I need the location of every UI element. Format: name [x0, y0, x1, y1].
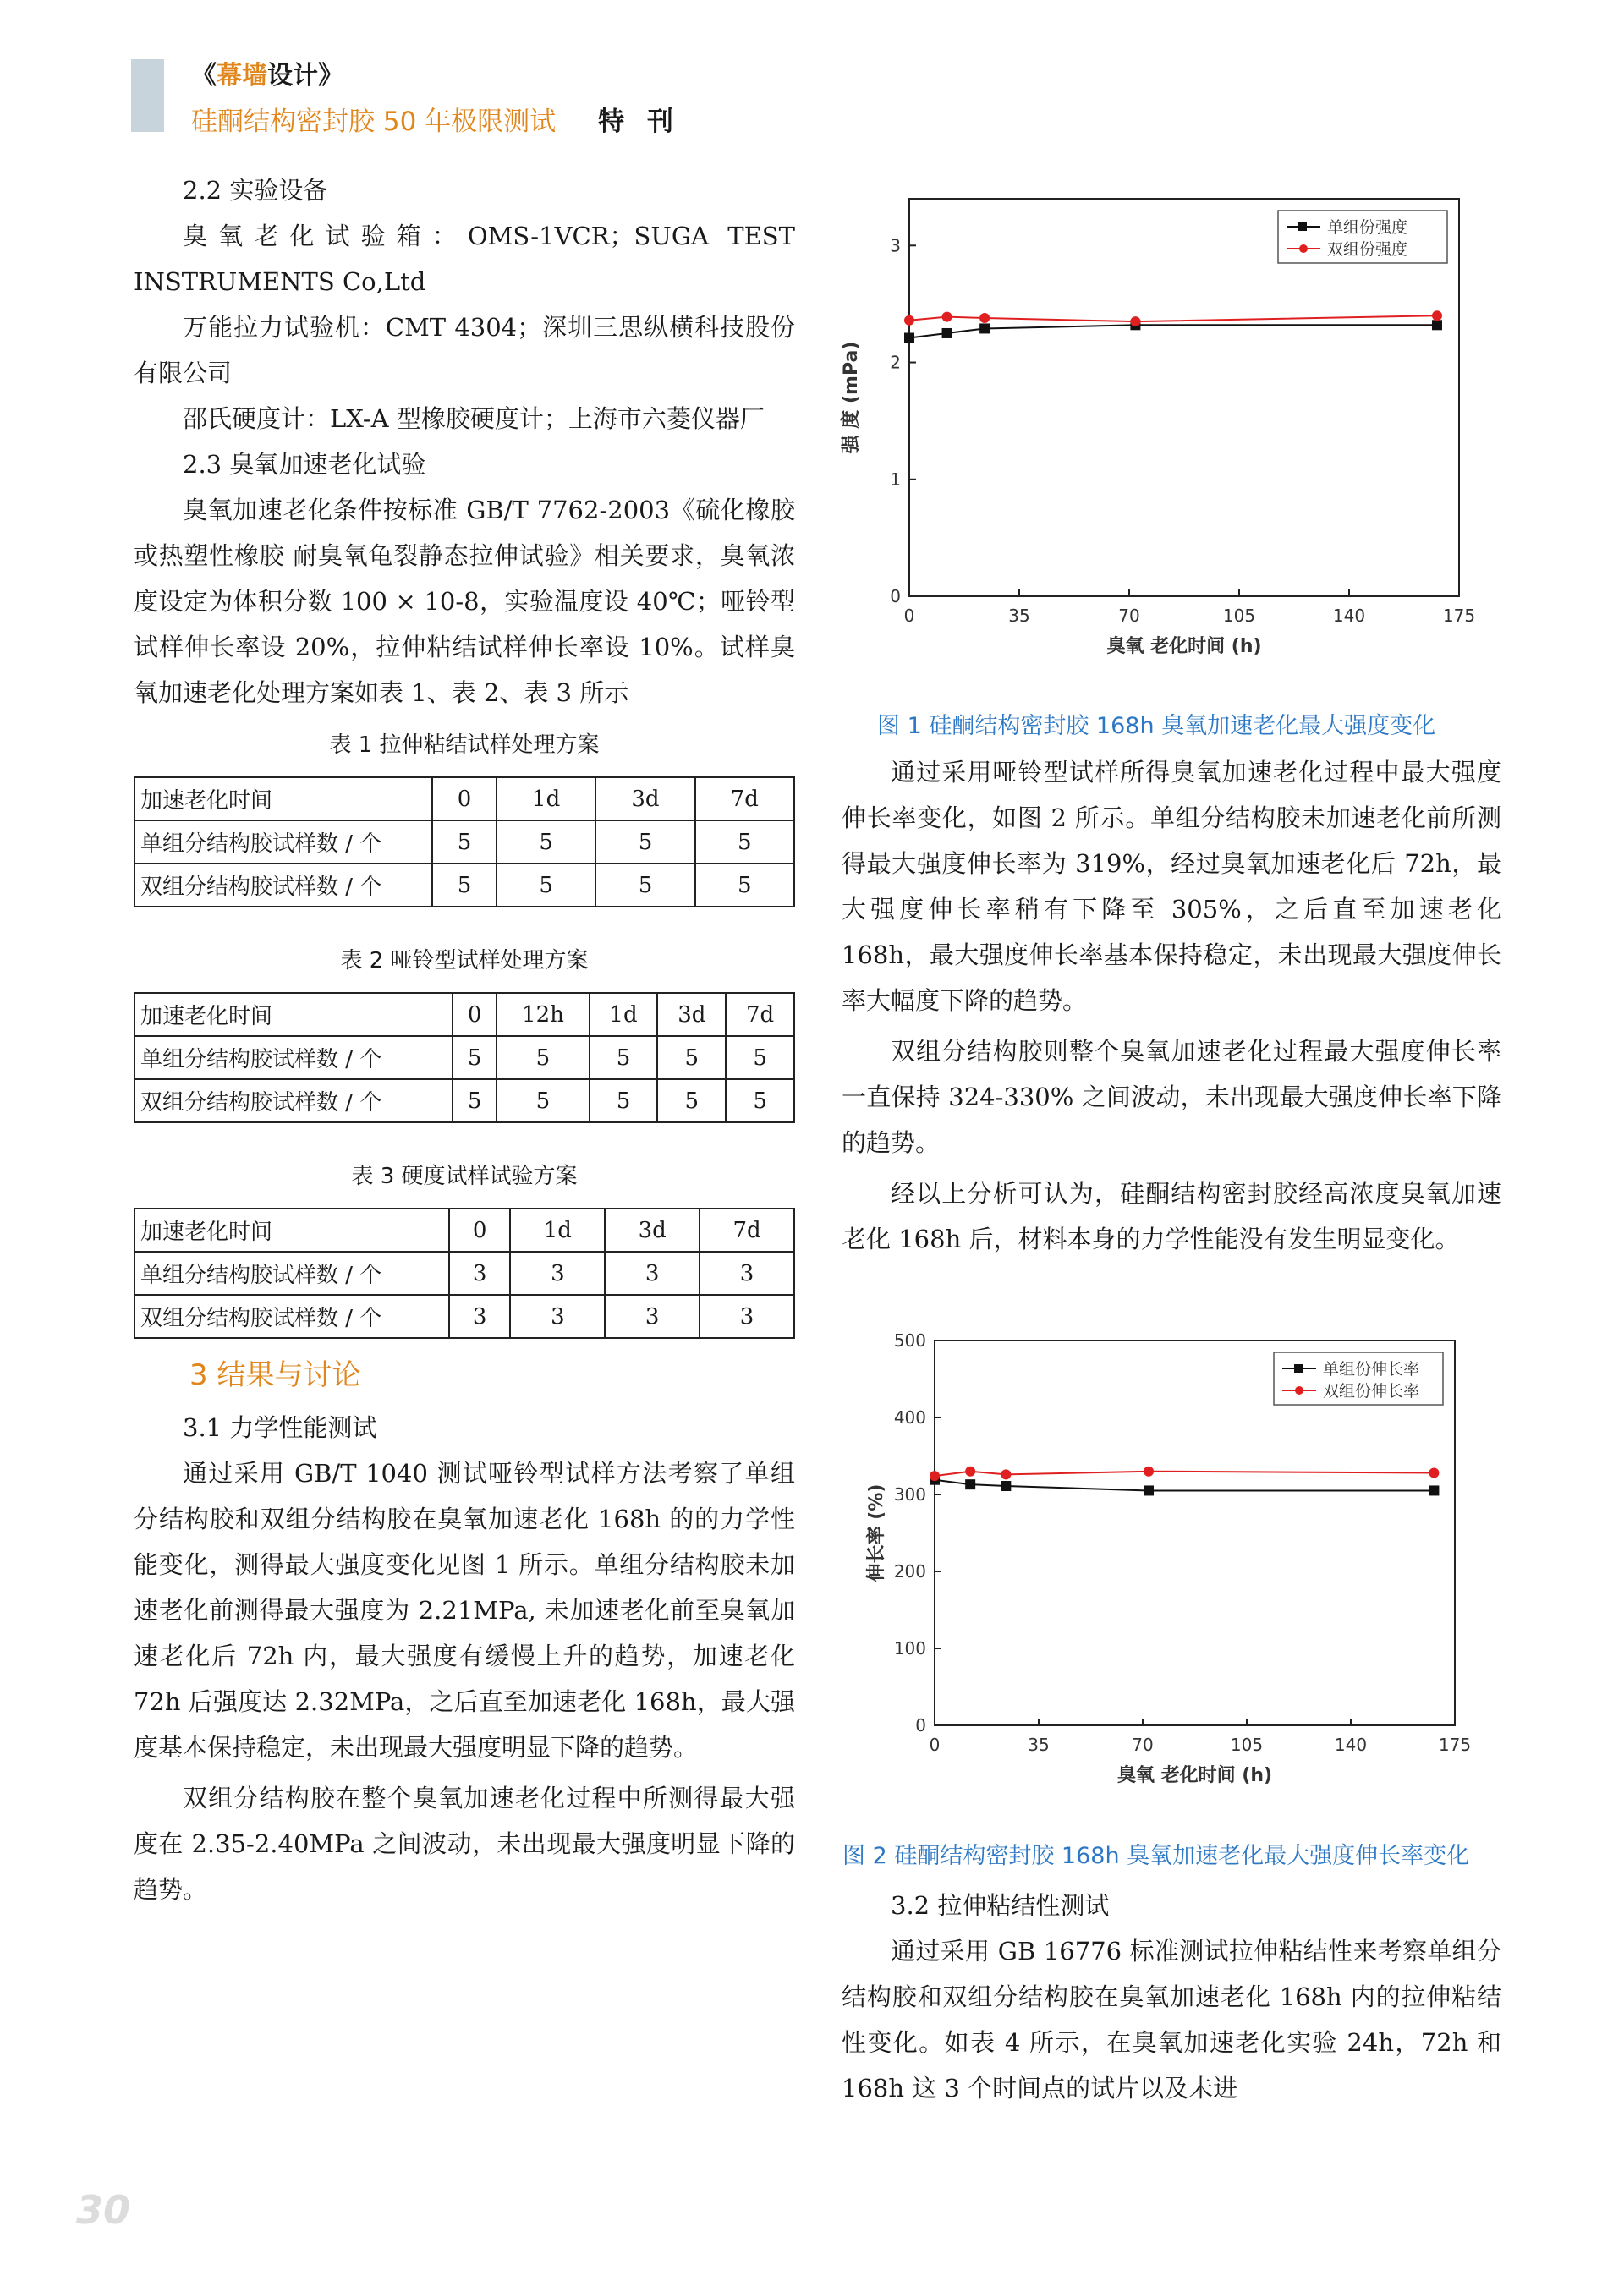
table-3: [134, 1208, 795, 1339]
legend-label: 单组份伸长率: [1323, 1360, 1420, 1379]
x-tick-label: 35: [1008, 606, 1030, 626]
table-cell: 1d: [590, 993, 658, 1036]
table-cell: 加速老化时间: [134, 1209, 449, 1252]
table-cell: 5: [497, 1079, 589, 1122]
legend-marker: [1298, 222, 1307, 231]
table-cell: 加速老化时间: [134, 777, 432, 820]
table-2: [134, 992, 795, 1123]
table-cell: 双组分结构胶试样数 / 个: [134, 864, 432, 907]
table-cell: 7d: [695, 777, 794, 820]
journal-brand: 幕墙: [217, 61, 267, 90]
table-cell: 5: [657, 1036, 726, 1079]
table-cell: 0: [453, 993, 497, 1036]
table-cell: 5: [432, 820, 497, 864]
table-cell: 5: [453, 1036, 497, 1079]
table-row: [134, 777, 794, 820]
y-tick-label: 100: [893, 1638, 926, 1659]
data-point-series-2: [965, 1467, 975, 1477]
y-axis-label: 伸长率 (%): [866, 1483, 887, 1582]
table-cell: 0: [432, 777, 497, 820]
table-cell: 3: [700, 1252, 794, 1295]
table-row: [134, 1209, 794, 1252]
table-cell: 双组分结构胶试样数 / 个: [134, 1079, 453, 1122]
y-axis-label: 强 度 (mPa): [841, 341, 862, 454]
data-point-series-1: [965, 1479, 975, 1489]
table-cell: 5: [595, 820, 694, 864]
legend-label: 双组份伸长率: [1323, 1382, 1420, 1401]
legend-marker: [1299, 244, 1308, 253]
table-1-caption: 表 1 拉伸粘结试样处理方案: [329, 732, 600, 758]
y-tick-label: 0: [915, 1715, 926, 1735]
table-cell: 单组分结构胶试样数 / 个: [134, 1036, 453, 1079]
table-row: [134, 993, 794, 1036]
data-point-series-2: [979, 313, 990, 323]
figure-1-strength-chart: [837, 182, 1480, 689]
table-cell: 1d: [510, 1209, 605, 1252]
table-row: [134, 864, 794, 907]
journal-rest: 设计》: [267, 61, 343, 90]
paragraph-strength-single: 通过采用 GB/T 1040 测试哑铃型试样方法考察了单组分结构胶和双组分结构胶在臭氧加速老化 168h 的的力学性能变化，测得最大强度变化见图 1 所示。单组分结构胶未加速老化前测得最大强度为 2.21MPa, 未加速老化前至臭氧加速老化后 72h 内，最大强度有缓慢上升的趋势，加速老化 72h 后强度达 2.32MPa，之后直至加速老化 168h，最大强度基本保持稳定，未出现最大强度明显下降的趋势。: [134, 1459, 795, 1762]
journal-title: [191, 54, 343, 91]
figure-1-caption: 图 1 硅酮结构密封胶 168h 臭氧加速老化最大强度变化: [877, 713, 1436, 739]
table-row: [134, 1079, 794, 1122]
y-tick-label: 0: [890, 586, 901, 606]
journal-open: 《: [191, 61, 217, 90]
table-cell: 0: [449, 1209, 510, 1252]
table-cell: 7d: [700, 1209, 794, 1252]
table-cell: 5: [590, 1079, 658, 1122]
y-tick-label: 1: [890, 469, 901, 490]
x-tick-label: 35: [1028, 1735, 1050, 1755]
table-cell: 加速老化时间: [134, 993, 453, 1036]
right-column-bottom: [842, 1883, 1501, 2111]
data-point-series-2: [1001, 1469, 1011, 1479]
x-tick-label: 0: [929, 1735, 941, 1755]
table-cell: 12h: [497, 993, 589, 1036]
legend-marker: [1294, 1364, 1303, 1373]
data-point-series-2: [1144, 1467, 1154, 1477]
figure-2-elongation-chart: [837, 1319, 1480, 1793]
data-point-series-2: [1432, 310, 1442, 321]
table-cell: 5: [726, 1036, 794, 1079]
data-point-series-1: [1429, 1485, 1439, 1495]
table-cell: 双组分结构胶试样数 / 个: [134, 1295, 449, 1338]
x-tick-label: 175: [1438, 1735, 1472, 1755]
table-cell: 5: [432, 864, 497, 907]
x-tick-label: 70: [1118, 606, 1140, 626]
x-tick-label: 140: [1332, 606, 1366, 626]
legend-marker: [1295, 1386, 1303, 1395]
table-cell: 5: [497, 864, 595, 907]
paragraph-strength-double: 双组分结构胶在整个臭氧加速老化过程中所测得最大强度在 2.35-2.40MPa 之间波动，未出现最大强度明显下降的趋势。: [134, 1784, 795, 1904]
table-cell: 5: [595, 864, 694, 907]
table-cell: 3: [605, 1295, 700, 1338]
y-tick-label: 300: [893, 1484, 926, 1505]
section-3-2-heading: 3.2 拉伸粘结性测试: [891, 1891, 1110, 1920]
y-tick-label: 500: [893, 1330, 926, 1351]
special-issue-label: 特 刊: [598, 107, 680, 137]
table-cell: 3: [449, 1252, 510, 1295]
table-cell: 1d: [497, 777, 595, 820]
table-cell: 3: [510, 1295, 605, 1338]
table-cell: 5: [695, 820, 794, 864]
data-point-series-1: [1144, 1485, 1154, 1495]
x-axis-label: 臭氧 老化时间 (h): [1116, 1765, 1273, 1786]
section-3-heading: 3 结果与讨论: [189, 1358, 361, 1392]
right-column-top: [842, 749, 1501, 1262]
y-tick-label: 2: [890, 352, 901, 373]
table-row: [134, 1295, 794, 1338]
paragraph-hardness-tester: 邵氏硬度计：LX-A 型橡胶硬度计；上海市六菱仪器厂: [183, 404, 765, 433]
table-row: [134, 820, 794, 864]
x-axis-label: 臭氧 老化时间 (h): [1106, 636, 1262, 657]
paragraph-elongation-double: 双组分结构胶则整个臭氧加速老化过程最大强度伸长率一直保持 324-330% 之间波动，未出现最大强度伸长率下降的趋势。: [842, 1037, 1501, 1157]
figure-2-caption: 图 2 硅酮结构密封胶 168h 臭氧加速老化最大强度伸长率变化: [842, 1843, 1470, 1869]
table-cell: 5: [590, 1036, 658, 1079]
table-cell: 3: [449, 1295, 510, 1338]
table-cell: 5: [695, 864, 794, 907]
table-cell: 3: [700, 1295, 794, 1338]
paragraph-tensile-machine: 万能拉力试验机：CMT 4304；深圳三思纵横科技股份有限公司: [134, 313, 795, 387]
data-point-series-1: [942, 328, 952, 338]
legend-label: 单组份强度: [1327, 218, 1408, 237]
x-tick-label: 0: [903, 606, 915, 626]
table-cell: 5: [453, 1079, 497, 1122]
x-tick-label: 175: [1442, 606, 1476, 626]
table-1: [134, 776, 795, 907]
section-3-1-heading: 3.1 力学性能测试: [183, 1413, 377, 1442]
header-accent-bar: [131, 59, 164, 132]
data-point-series-1: [979, 323, 990, 333]
data-point-series-1: [1432, 320, 1442, 330]
data-point-series-1: [1001, 1481, 1011, 1491]
table-cell: 3d: [605, 1209, 700, 1252]
table-2-caption: 表 2 哑铃型试样处理方案: [340, 948, 589, 973]
table-cell: 7d: [726, 993, 794, 1036]
paragraph-adhesion: 通过采用 GB 16776 标准测试拉伸粘结性来考察单组分结构胶和双组分结构胶在臭氧加速老化 168h 内的拉伸粘结性变化。如表 4 所示，在臭氧加速老化实验 24h，72h 和 168h 这 3 个时间点的试片以及未进: [842, 1937, 1501, 2103]
data-point-series-2: [930, 1471, 940, 1481]
page-number: 30: [76, 2187, 131, 2233]
table-cell: 5: [497, 820, 595, 864]
table-cell: 5: [497, 1036, 589, 1079]
table-cell: 5: [657, 1079, 726, 1122]
table-3-caption: 表 3 硬度试样试验方案: [351, 1164, 578, 1189]
issue-subtitle: [191, 100, 680, 138]
table-cell: 3d: [595, 777, 694, 820]
paragraph-elongation-single: 通过采用哑铃型试样所得臭氧加速老化过程中最大强度伸长率变化，如图 2 所示。单组分结构胶未加速老化前所测得最大强度伸长率为 319%，经过臭氧加速老化后 72h，最大强度伸长率稍有下降至 305%，之后直至加速老化 168h，最大强度伸长率基本保持稳定，未出现最大强度伸长率大幅度下降的趋势。: [842, 758, 1501, 1015]
table-cell: 单组分结构胶试样数 / 个: [134, 820, 432, 864]
x-tick-label: 70: [1132, 1735, 1154, 1755]
data-point-series-2: [942, 312, 952, 322]
data-point-series-2: [1130, 316, 1140, 326]
paragraph-ozone-chamber: 臭氧老化试验箱：OMS-1VCR；SUGA TEST INSTRUMENTS Co,Ltd: [134, 222, 795, 296]
paragraph-aging-conditions: 臭氧加速老化条件按标准 GB/T 7762-2003《硫化橡胶或热塑性橡胶 耐臭氧龟裂静态拉伸试验》相关要求，臭氧浓度设定为体积分数 100 × 10-8，实验温度设 40℃；哑铃型试样伸长率设 20%，拉伸粘结试样伸长率设 10%。试样臭氧加速老化处理方案如表 1、表 2、表 3 所示: [134, 496, 795, 707]
x-tick-label: 140: [1334, 1735, 1368, 1755]
left-column: [134, 167, 795, 1912]
table-row: [134, 1036, 794, 1079]
section-2-3-heading: 2.3 臭氧加速老化试验: [183, 450, 426, 479]
data-point-series-2: [1429, 1468, 1439, 1478]
section-2-2-heading: 2.2 实验设备: [183, 176, 328, 205]
y-tick-label: 200: [893, 1561, 926, 1582]
legend-label: 双组份强度: [1327, 240, 1408, 259]
paragraph-conclusion: 经以上分析可认为，硅酮结构密封胶经高浓度臭氧加速老化 168h 后，材料本身的力学性能没有发生明显变化。: [842, 1179, 1501, 1253]
table-cell: 3: [605, 1252, 700, 1295]
table-cell: 3: [510, 1252, 605, 1295]
data-point-series-2: [904, 315, 914, 326]
y-tick-label: 3: [890, 235, 901, 256]
x-tick-label: 105: [1230, 1735, 1264, 1755]
table-cell: 单组分结构胶试样数 / 个: [134, 1252, 449, 1295]
x-tick-label: 105: [1222, 606, 1256, 626]
data-point-series-1: [904, 333, 914, 343]
y-tick-label: 400: [893, 1407, 926, 1428]
table-row: [134, 1252, 794, 1295]
table-cell: 5: [726, 1079, 794, 1122]
issue-subtitle-text: 硅酮结构密封胶 50 年极限测试: [191, 107, 557, 137]
table-cell: 3d: [657, 993, 726, 1036]
